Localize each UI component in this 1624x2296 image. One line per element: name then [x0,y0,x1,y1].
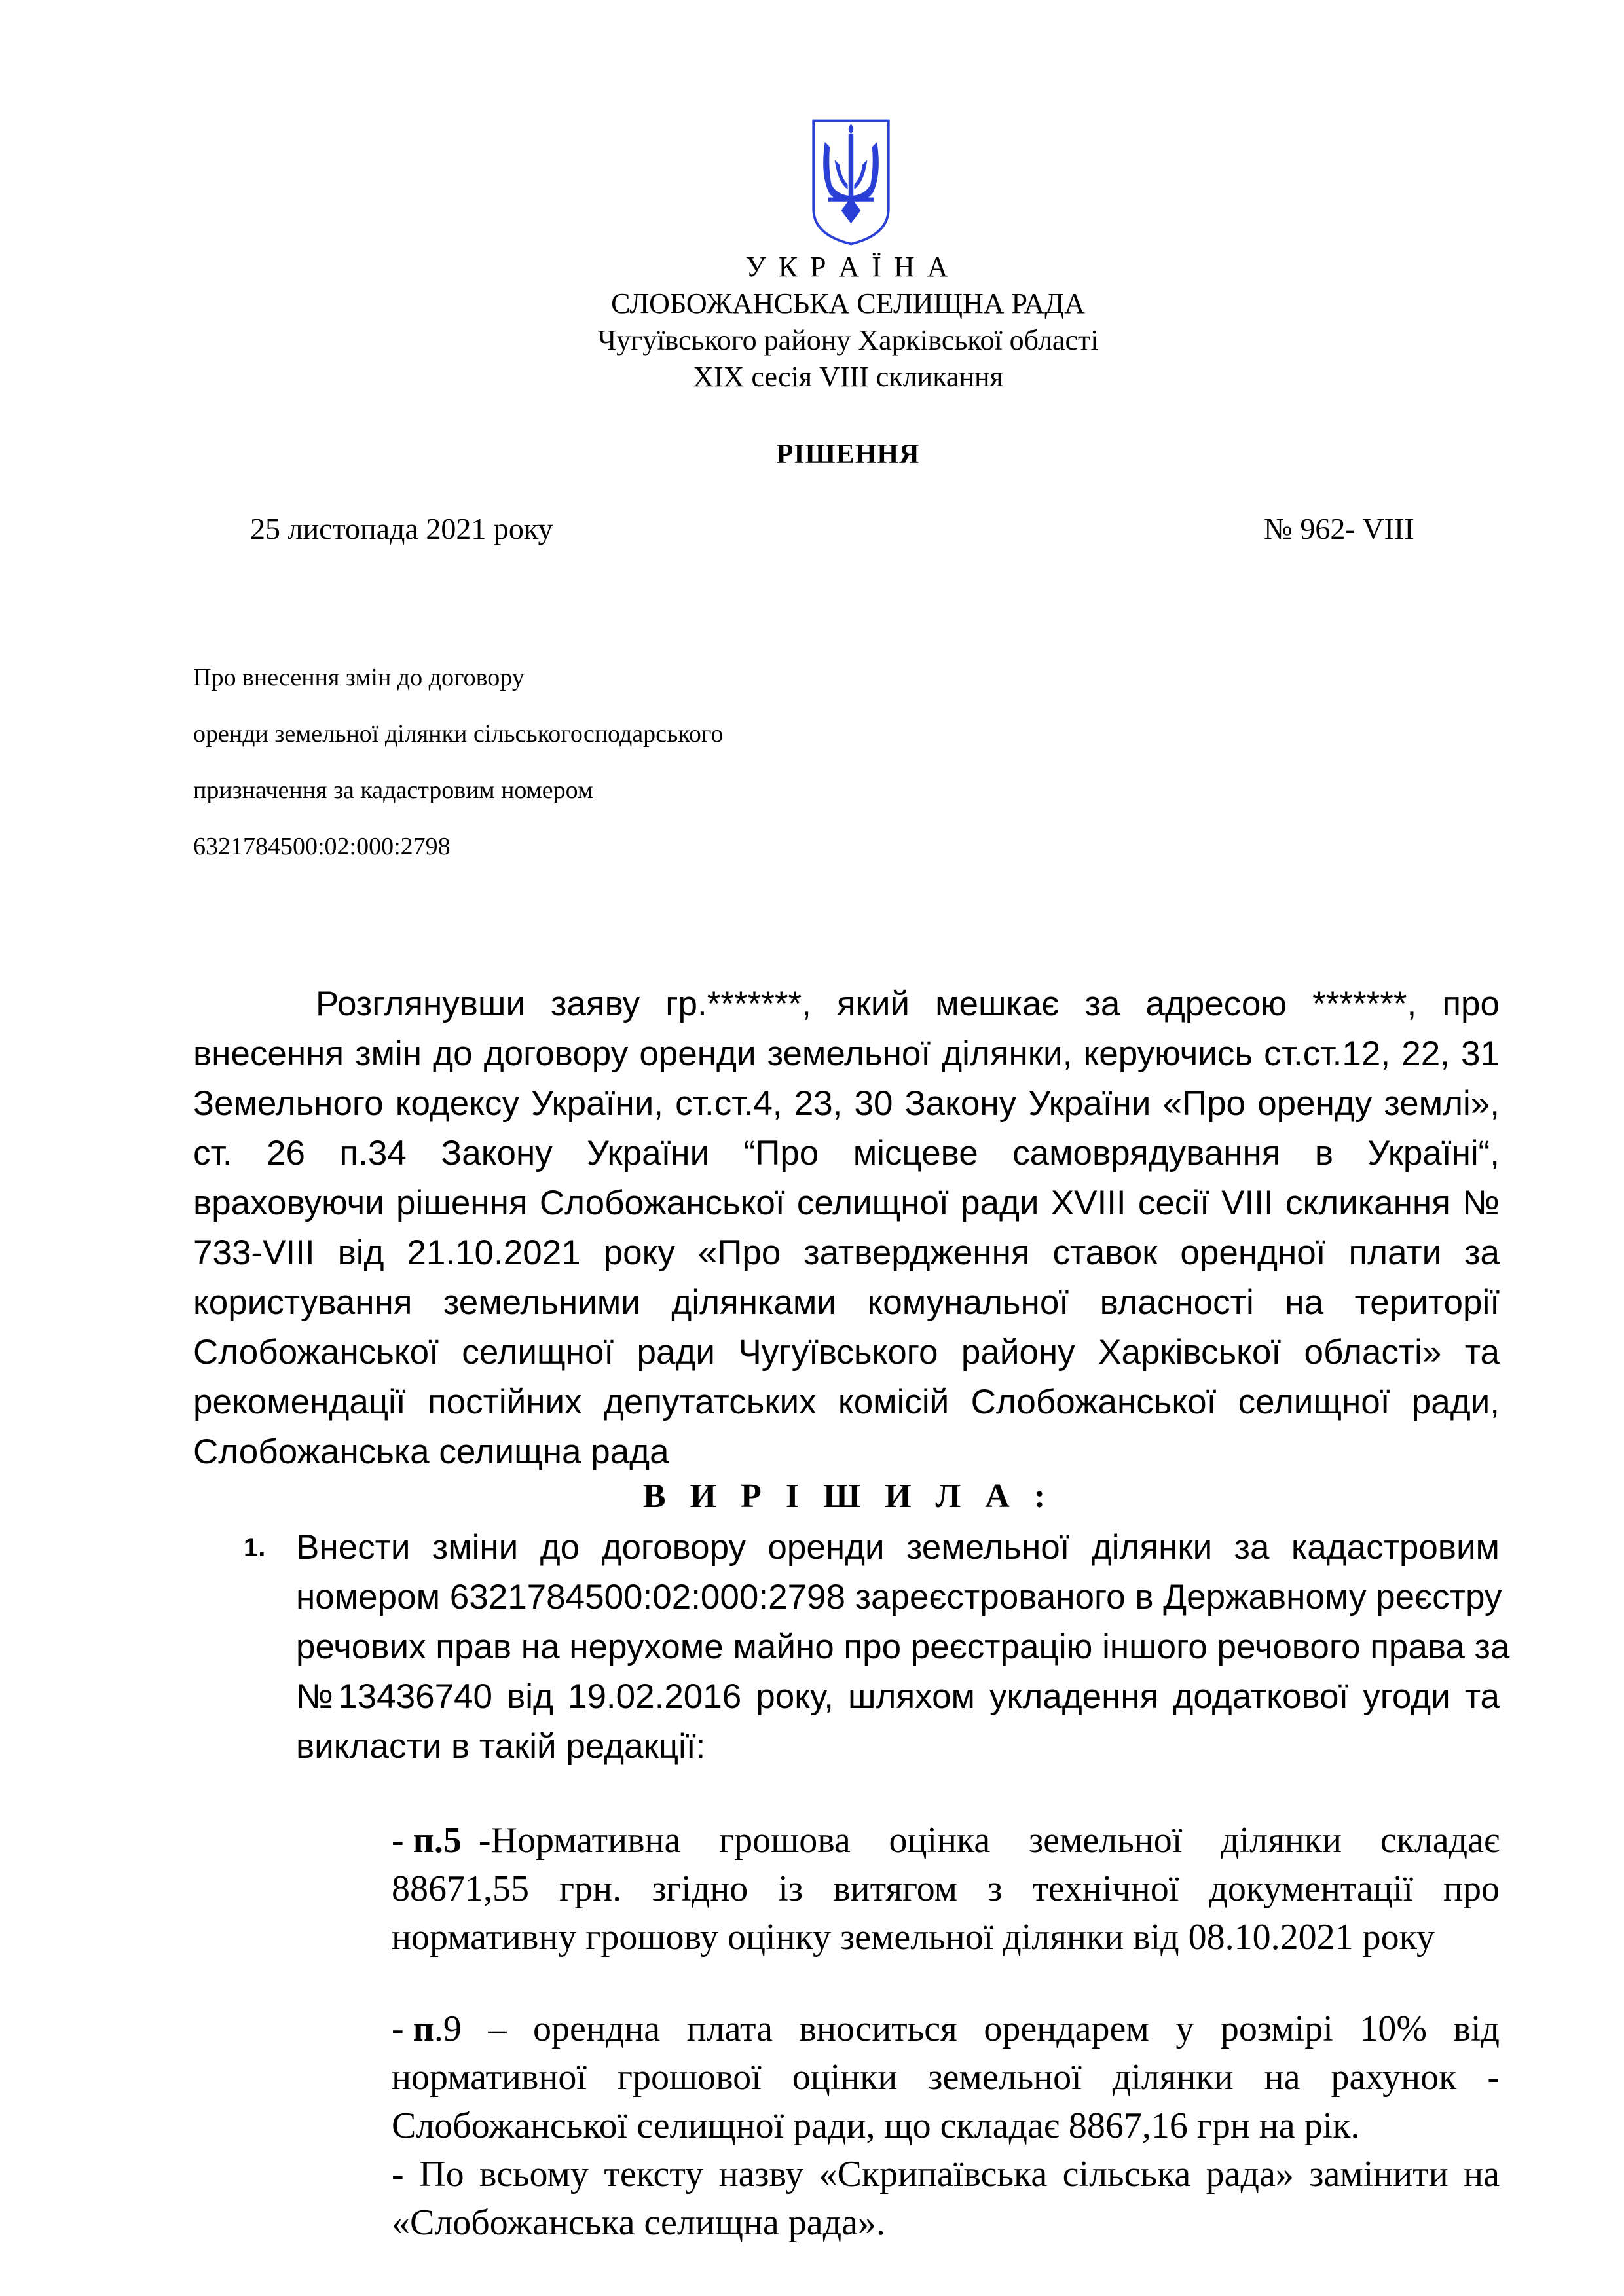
preamble-line: користування земельними ділянками комунальної власності на території [193,1283,1500,1322]
item1-line: викласти в такій редакції: [296,1727,706,1766]
p9-text: .9 – орендна плата вноситься орендарем у розмірі 10% від [434,2009,1500,2049]
session-name: XIX сесія VIII скликання [693,361,1003,393]
item1-line: номером 6321784500:02:000:2798 зареєстрованого в Державному реєстру [296,1578,1502,1616]
council-name: СЛОБОЖАНСЬКА СЕЛИЩНА РАДА [611,287,1085,319]
subject-line: Про внесення змін до договору [193,664,525,691]
preamble-line: ст. 26 п.34 Закону України “Про місцеве самоврядування в Україні“, [193,1134,1500,1173]
preamble-line: Слобожанської селищної ради Чугуївського району Харківської області» та [193,1333,1500,1372]
decision-date: 25 листопада 2021 року [250,512,553,545]
p9-line: «Слобожанська селищна рада». [392,2202,885,2243]
decision-number: № 962- VIII [1264,512,1414,545]
p5-label: - п.5 [392,1820,462,1861]
p5-text: -Нормативна грошова оцінка земельної ділянки складає [478,1820,1500,1861]
preamble-line: Розглянувши заяву гр.*******, який мешкає за адресою *******, про [316,985,1500,1023]
p5-line: 88671,55 грн. згідно із витягом з технічної документації про [392,1868,1500,1909]
p9-line: Слобожанської селищної ради, що складає 8867,16 грн на рік. [392,2105,1360,2146]
ukraine-trident-emblem [810,119,892,246]
district-name: Чугуївського району Харківської області [597,324,1099,356]
subject-line: 6321784500:02:000:2798 [193,833,451,860]
subject-line: призначення за кадастровим номером [193,776,593,804]
p9-first-line [392,2005,1500,2053]
item1-line: Внести зміни до договору оренди земельної ділянки за кадастровим [296,1528,1500,1567]
preamble-line: враховуючи рішення Слобожанської селищної ради XVIII сесії VIII скликання № [193,1184,1500,1222]
document-title: РІШЕННЯ [776,439,920,469]
preamble-line: Слобожанська селищна рада [193,1432,669,1471]
preamble-line: 733-VIII від 21.10.2021 року «Про затвердження ставок орендної плати за [193,1233,1500,1272]
p9-line: - По всьому тексту назву «Скрипаївська сільська рада» замінити на [392,2154,1500,2195]
p5-first-line [392,1816,1500,1865]
subject-line: оренди земельної ділянки сільськогосподарського [193,720,724,748]
item1-line: №13436740 від 19.02.2016 року, шляхом укладення додаткової угоди та [296,1677,1500,1716]
preamble-line: рекомендації постійних депутатських комісій Слобожанської селищної ради, [193,1383,1500,1421]
item-number: 1. [244,1533,266,1562]
p9-label: - п [392,2009,434,2049]
country-name: У К Р А Ї Н А [745,251,951,283]
p5-line: нормативну грошову оцінку земельної ділянки від 08.10.2021 року [392,1917,1435,1958]
decided-heading: В И Р І Ш И Л А : [642,1478,1054,1515]
p9-line: нормативної грошової оцінки земельної ділянки на рахунок - [392,2057,1500,2098]
preamble-line: Земельного кодексу України, ст.ст.4, 23, 30 Закону України «Про оренду землі», [193,1084,1500,1123]
preamble-line: внесення змін до договору оренди земельної ділянки, керуючись ст.ст.12, 22, 31 [193,1034,1500,1073]
item1-line: речових прав на нерухоме майно про реєстрацію іншого речового права за [296,1628,1510,1666]
